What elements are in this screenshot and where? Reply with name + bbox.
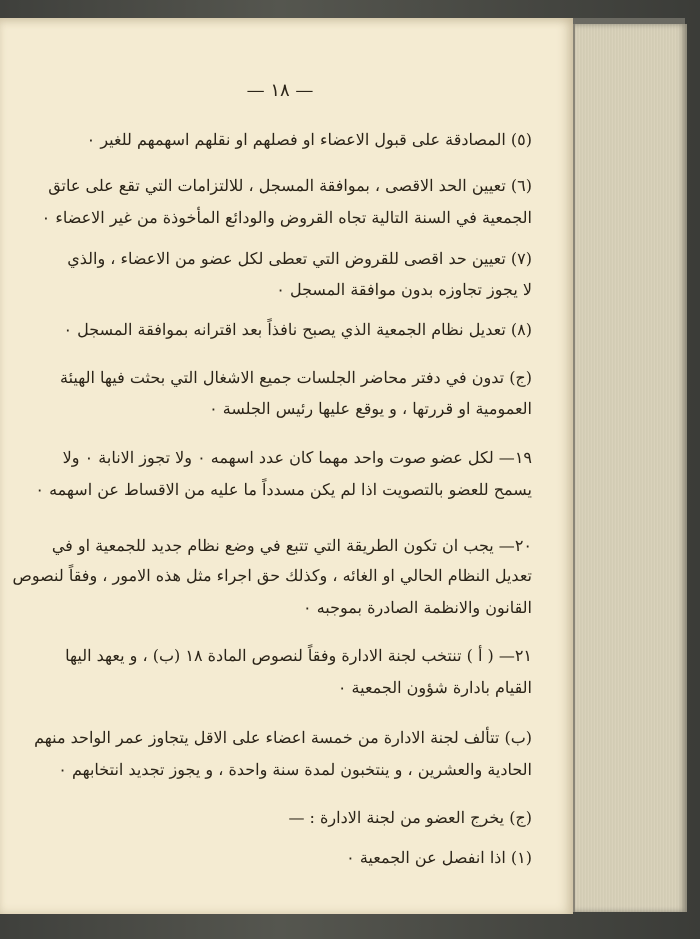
text-line: (ب) تتألف لجنة الادارة من خمسة اعضاء على الاقل يتجاوز عمر الواحد منهم <box>34 728 532 747</box>
page-stack-edges <box>573 24 687 912</box>
text-line: (٨) تعديل نظام الجمعية الذي يصبح نافذاً بعد اقترانه بموافقة المسجل ٠ <box>63 320 532 339</box>
text-line: ٢٠— يجب ان تكون الطريقة التي تتبع في وضع نظام جديد للجمعية او في <box>51 536 532 555</box>
text-line: الجمعية في السنة التالية تجاه القروض والودائع المأخوذة من غير الاعضاء ٠ <box>41 208 532 227</box>
page-number: — ١٨ — <box>246 80 314 101</box>
text-line: الحادية والعشرين ، و ينتخبون لمدة سنة واحدة ، و يجوز تجديد انتخابهم ٠ <box>58 760 532 779</box>
text-line: (٧) تعيين حد اقصى للقروض التي تعطى لكل عضو من الاعضاء ، والذي <box>67 249 532 268</box>
text-line: (ج) تدون في دفتر محاضر الجلسات جميع الاشغال التي بحثت فيها الهيئة <box>60 368 532 387</box>
text-line: العمومية او قررتها ، و يوقع عليها رئيس الجلسة ٠ <box>209 399 532 418</box>
text-line: يسمح للعضو بالتصويت اذا لم يكن مسدداً ما عليه من الاقساط عن اسهمه ٠ <box>35 480 532 499</box>
text-line: تعديل النظام الحالي او الغائه ، وكذلك حق اجراء مثل هذه الامور ، وفقاً لنصوص <box>12 566 532 585</box>
text-line: (٥) المصادقة على قبول الاعضاء او فصلهم او نقلهم اسهمهم للغير ٠ <box>86 130 532 149</box>
text-line: ٢١— ( أ ) تنتخب لجنة الادارة وفقاً لنصوص المادة ١٨ (ب) ، و يعهد اليها <box>65 646 532 665</box>
text-line: القانون والانظمة الصادرة بموجبه ٠ <box>303 598 532 617</box>
text-line: ١٩— لكل عضو صوت واحد مهما كان عدد اسهمه ٠ ولا تجوز الانابة ٠ ولا <box>62 448 532 467</box>
text-line: القيام بادارة شؤون الجمعية ٠ <box>337 678 532 697</box>
text-line: (ج) يخرج العضو من لجنة الادارة : — <box>288 808 532 827</box>
text-line: لا يجوز تجاوزه بدون موافقة المسجل ٠ <box>276 280 532 299</box>
text-line: (٦) تعيين الحد الاقصى ، بموافقة المسجل ، للالتزامات التي تقع على عاتق <box>48 176 532 195</box>
book-page <box>0 18 573 914</box>
text-line: (١) اذا انفصل عن الجمعية ٠ <box>346 848 532 867</box>
